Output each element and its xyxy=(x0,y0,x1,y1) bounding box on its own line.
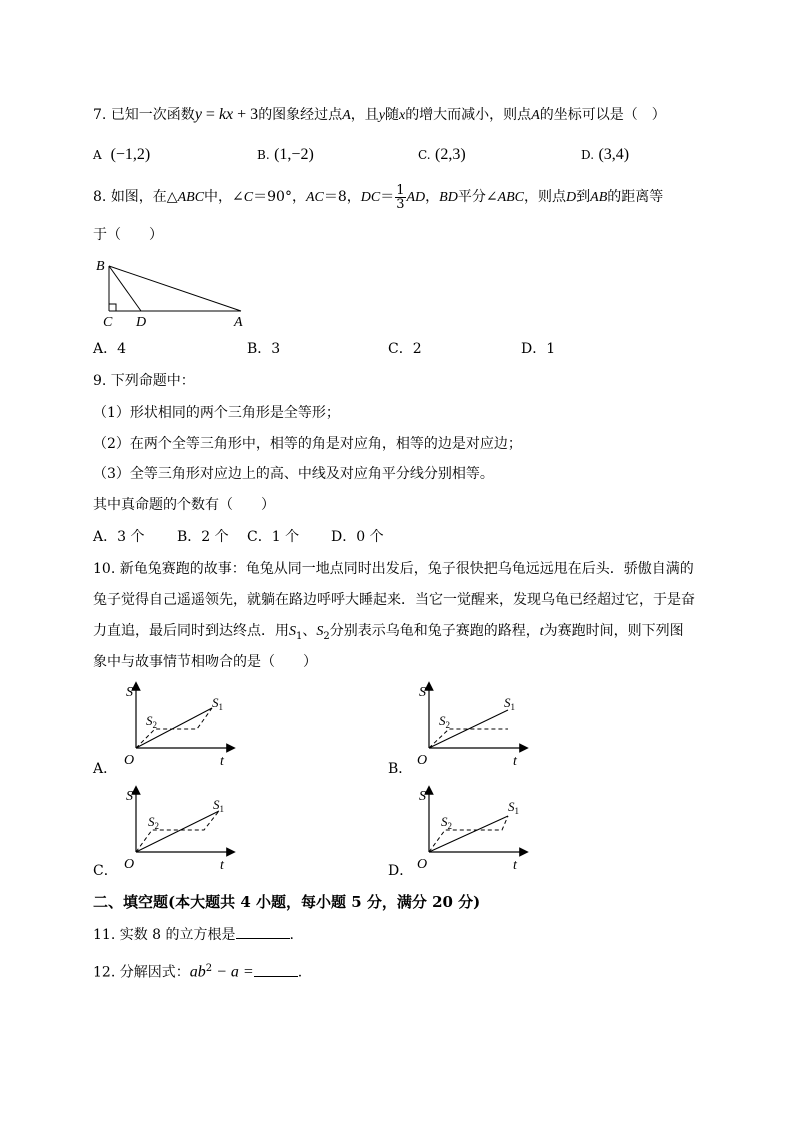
q7-stem: 7. 已知一次函数y = kx + 3的图象经过点A，且y随x的增大而减小，则点A的坐标可以是（ ） xyxy=(93,106,666,123)
q7-option-c[interactable]: C. (2,3) xyxy=(418,146,466,163)
q9-option-d[interactable]: D．0 个 xyxy=(331,529,384,545)
q9-option-a[interactable]: A．3 个 xyxy=(93,529,145,545)
q8-stem: 8. 如图，在△ABC中，∠C＝90°，AC＝8，DC＝ $\frac{1}{3}$ AD，BD平分∠ABC，则点D到AB的距离等 xyxy=(93,182,664,212)
graph-d xyxy=(405,784,535,876)
q10-stem-line1: 10. 新龟兔赛跑的故事：龟兔从同一地点同时出发后，兔子很快把乌龟远远甩在后头．骄傲自满的 xyxy=(93,561,694,577)
label-a: A xyxy=(234,315,243,330)
s2-label: $S_2$ xyxy=(441,814,452,831)
s1-label: $S_1$ xyxy=(213,797,224,814)
q7-option-d[interactable]: D. (3,4) xyxy=(581,146,630,163)
q7-option-b[interactable]: B. (1,−2) xyxy=(257,146,314,163)
origin-label: O xyxy=(124,753,135,768)
q10-option-d[interactable]: D． xyxy=(388,863,414,879)
q8-option-b[interactable]: B．3 xyxy=(247,341,281,357)
q7-number: 7. xyxy=(93,107,107,123)
triangle-figure xyxy=(90,254,260,332)
q9-item-1: （1）形状相同的两个三角形是全等形； xyxy=(93,405,340,421)
section-title: 二、填空题(本大题共 4 小题，每小题 5 分，满分 20 分) xyxy=(93,893,481,911)
q10-option-a[interactable]: A． xyxy=(93,761,118,777)
q9-stem: 9. 下列命题中： xyxy=(93,373,195,389)
s2-label: $S_2$ xyxy=(148,814,159,831)
origin-label: O xyxy=(417,857,428,872)
q11-answer-blank[interactable] xyxy=(236,926,290,939)
x-axis-label: t xyxy=(513,858,517,873)
y-axis-label: S xyxy=(126,685,133,700)
origin-label: O xyxy=(417,753,428,768)
graph-b xyxy=(405,680,535,772)
q12: 12. 分解因式：$ab^2 - a$ = . xyxy=(93,963,303,981)
q9-option-b[interactable]: B．2 个 xyxy=(177,529,229,545)
y-axis-label: S xyxy=(419,685,426,700)
q9-option-c[interactable]: C．1 个 xyxy=(247,529,300,545)
x-axis-label: t xyxy=(513,754,517,769)
s1-label: $S_1$ xyxy=(508,799,519,816)
fraction-one-third: $\frac{1}{3}$ xyxy=(396,182,405,212)
q7-option-a[interactable]: A (−1,2) xyxy=(93,146,151,163)
q10-option-b[interactable]: B． xyxy=(388,761,413,777)
s1-label: $S_1$ xyxy=(504,695,515,712)
q9-item-2: （2）在两个全等三角形中，相等的角是对应角，相等的边是对应边； xyxy=(93,436,522,452)
q8-stem-line2: 于（ ） xyxy=(93,227,163,243)
q11: 11. 实数 8 的立方根是 . xyxy=(93,927,294,943)
q10-stem-line3: 力直追，最后同时到达终点．用$S_1$、$S_2$分别表示乌龟和兔子赛跑的路程，t为赛跑时间，则下列图 xyxy=(93,623,684,642)
segment-ab xyxy=(109,266,241,311)
s2-line xyxy=(429,729,508,748)
q10-option-c[interactable]: C． xyxy=(93,863,118,879)
label-b: B xyxy=(96,259,105,274)
right-angle-mark xyxy=(109,304,116,311)
label-c: C xyxy=(103,315,113,330)
y-axis-label: S xyxy=(419,789,426,804)
s2-label: $S_2$ xyxy=(146,713,157,730)
graph-c xyxy=(112,784,242,876)
q10-stem-line4: 象中与故事情节相吻合的是（ ） xyxy=(93,654,317,670)
origin-label: O xyxy=(124,857,135,872)
s1-label: $S_1$ xyxy=(212,695,223,712)
s2-label: $S_2$ xyxy=(439,713,450,730)
q10-stem-line2: 兔子觉得自己遥遥领先，就躺在路边呼呼大睡起来．当它一觉醒来，发现乌龟已经超过它，于是奋 xyxy=(93,592,695,608)
label-d: D xyxy=(136,315,147,330)
q12-answer-blank[interactable] xyxy=(254,964,298,977)
q8-option-c[interactable]: C．2 xyxy=(388,341,422,357)
x-axis-label: t xyxy=(220,858,224,873)
graph-a xyxy=(112,680,242,772)
q9-question: 其中真命题的个数有（ ） xyxy=(93,497,275,513)
y-axis-label: S xyxy=(126,789,133,804)
q9-item-3: （3）全等三角形对应边上的高、中线及对应角平分线分别相等。 xyxy=(93,466,494,482)
q8-option-d[interactable]: D．1 xyxy=(521,341,556,357)
q8-option-a[interactable]: A．4 xyxy=(93,341,127,357)
x-axis-label: t xyxy=(220,754,224,769)
